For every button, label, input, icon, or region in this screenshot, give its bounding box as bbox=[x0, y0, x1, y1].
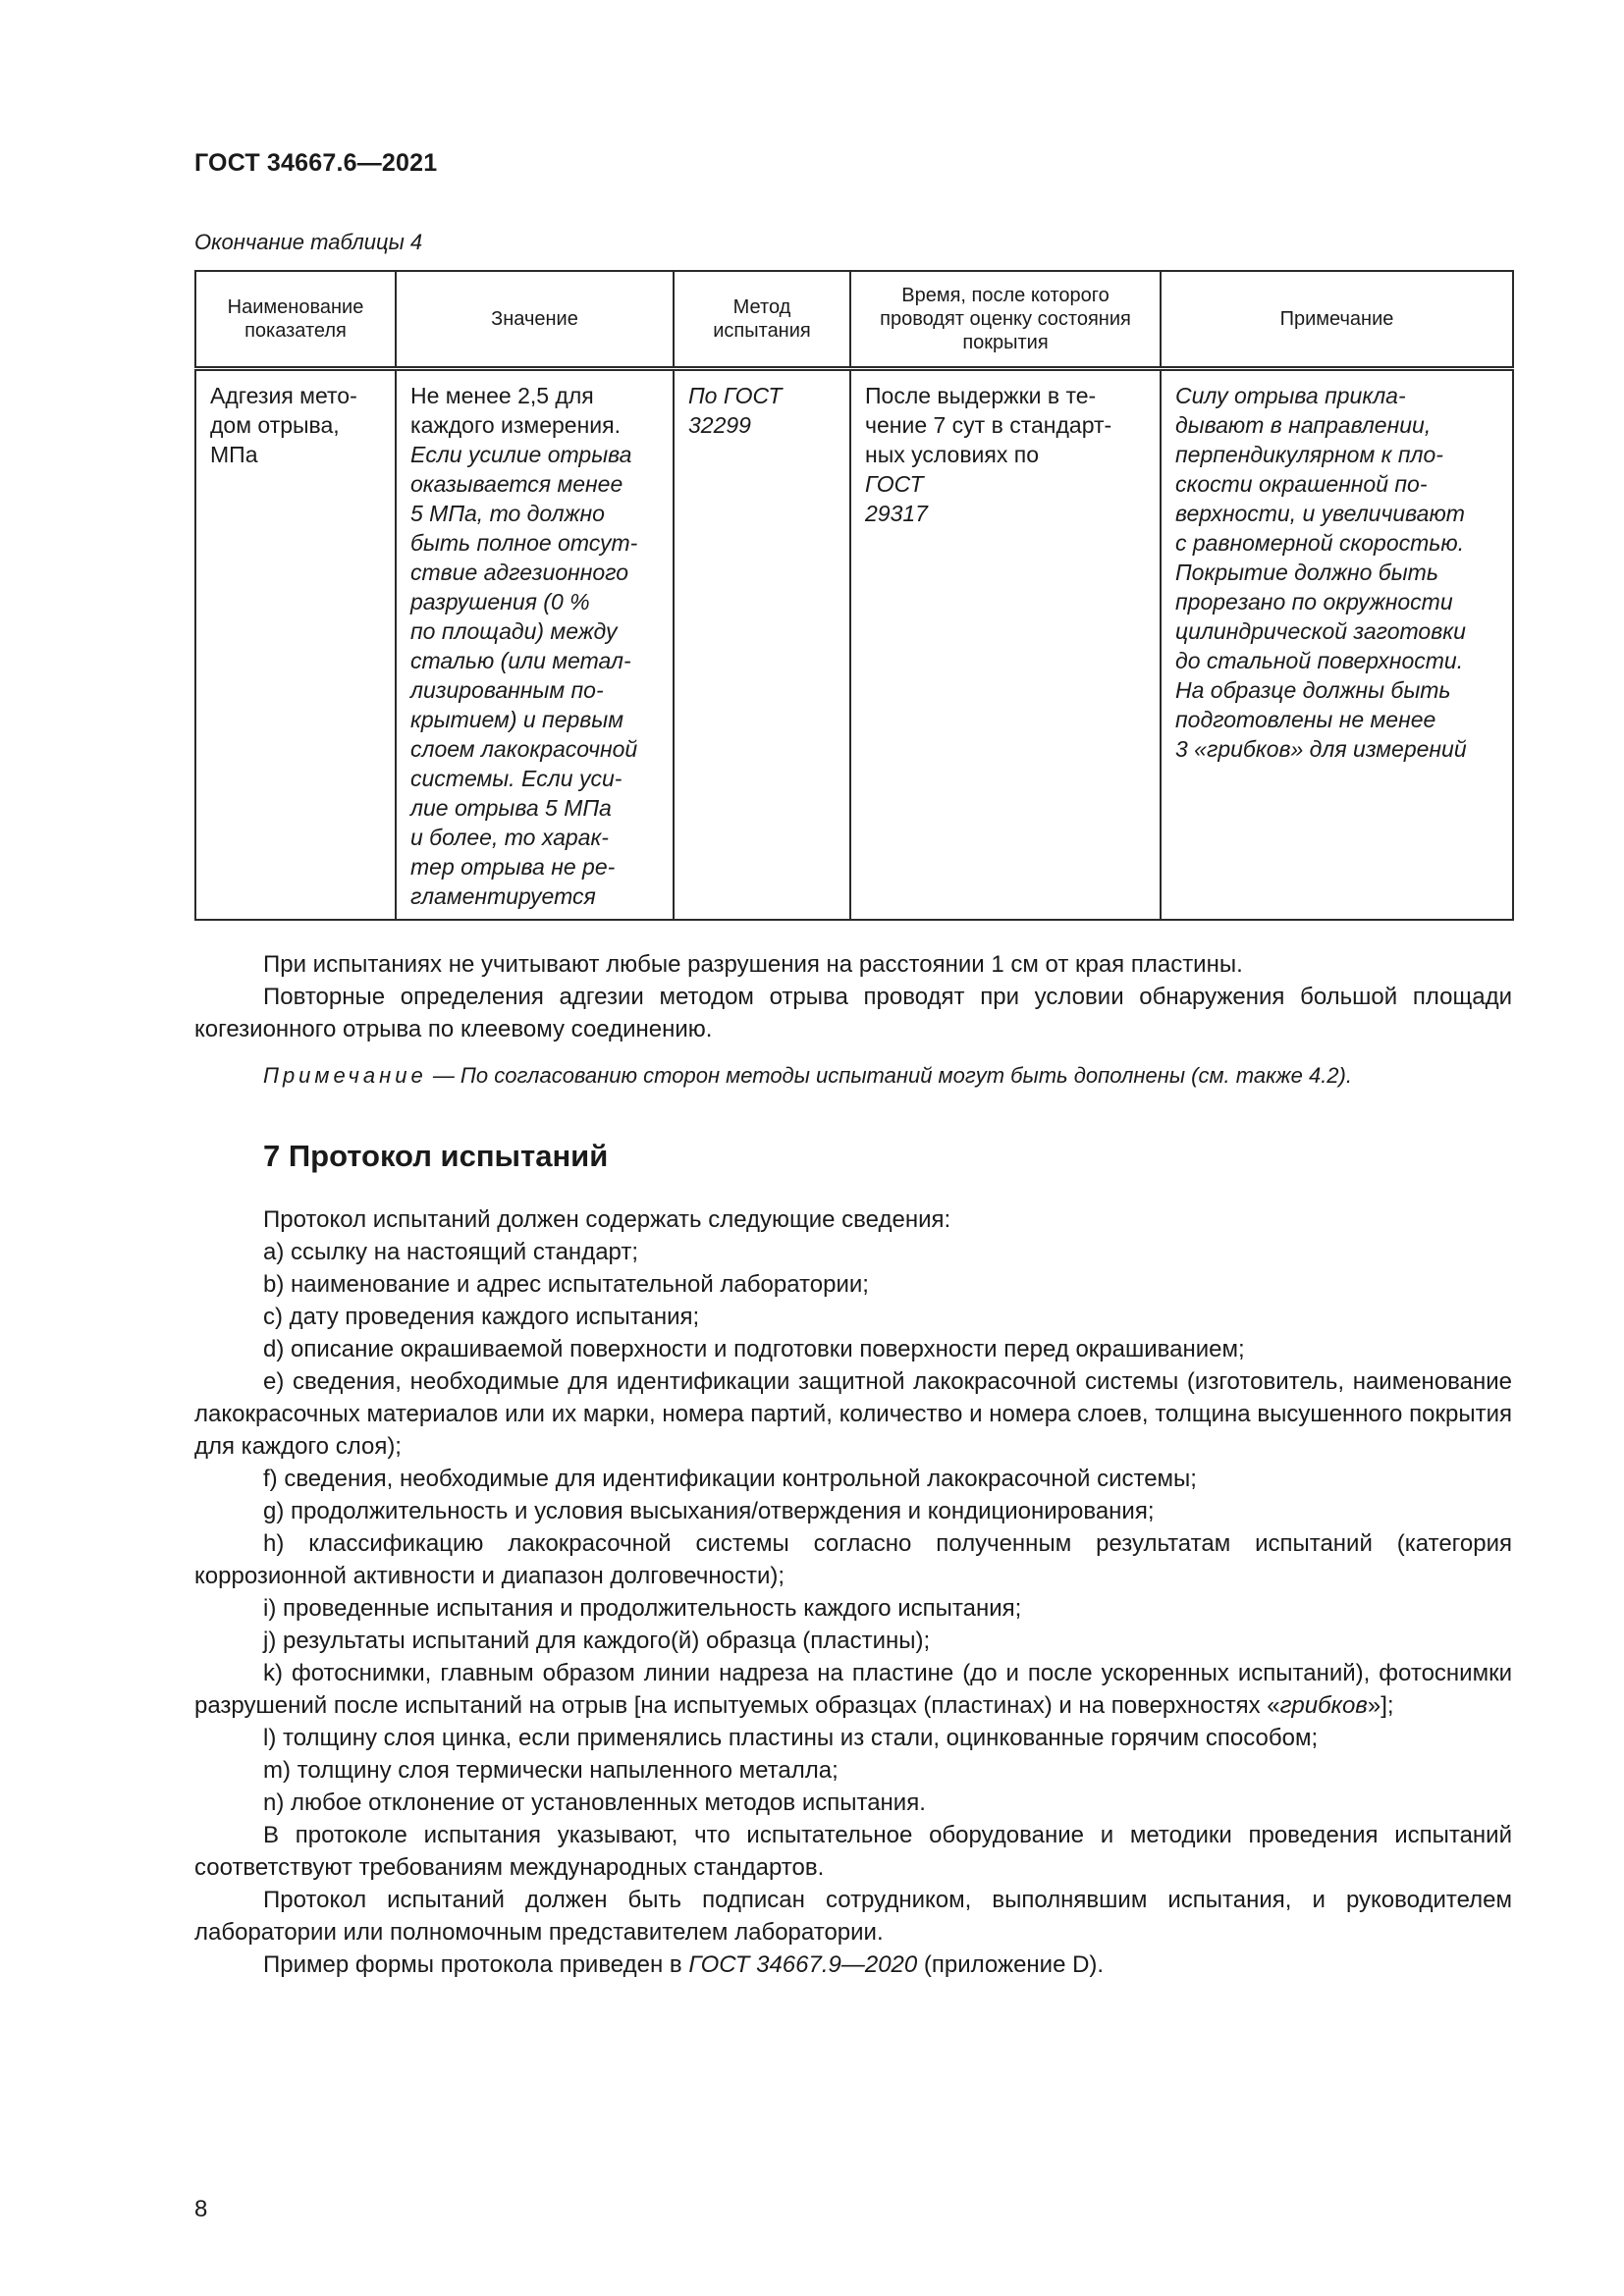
cell-line: лизированным по- bbox=[410, 677, 604, 703]
table-note bbox=[194, 1059, 1512, 1092]
list-item: i) проведенные испытания и продолжительность каждого испытания; bbox=[263, 1595, 1022, 1622]
cell-line: быть полное отсут- bbox=[410, 530, 638, 556]
cell-line: системы. Если уси- bbox=[410, 766, 623, 791]
cell-line: ствие адгезионного bbox=[410, 560, 629, 585]
list-item-text: »]; bbox=[1367, 1692, 1394, 1719]
standard-reference: ГОСТ bbox=[865, 471, 924, 497]
column-header: Примечание bbox=[1161, 271, 1513, 369]
cell-line: МПа bbox=[210, 442, 258, 467]
cell-line: дывают в направлении, bbox=[1175, 412, 1432, 438]
paragraph: Протокол испытаний должен содержать следующие сведения: bbox=[263, 1206, 951, 1233]
list-item: c) дату проведения каждого испытания; bbox=[263, 1304, 700, 1330]
column-header: Время, после которого проводят оценку состояния покрытия bbox=[850, 271, 1161, 369]
cell-line: верхности, и увеличивают bbox=[1175, 501, 1465, 526]
list-item-emphasis: грибков bbox=[1279, 1692, 1368, 1719]
list-item: g) продолжительность и условия высыхания/отверждения и кондиционирования; bbox=[263, 1498, 1155, 1524]
note-text: — По согласованию сторон методы испытаний могут быть дополнены (см. также 4.2). bbox=[426, 1063, 1352, 1088]
list-item: f) сведения, необходимые для идентификации контрольной лакокрасочной системы; bbox=[263, 1466, 1197, 1492]
cell-line: разрушения (0 % bbox=[410, 589, 590, 614]
cell-line: прорезано по окружности bbox=[1175, 589, 1453, 614]
cell-line: По ГОСТ bbox=[688, 383, 783, 408]
cell-line: слоем лакокрасочной bbox=[410, 736, 638, 762]
cell-indicator-name bbox=[195, 369, 396, 921]
document-header: ГОСТ 34667.6—2021 bbox=[194, 149, 438, 177]
column-header: Значение bbox=[396, 271, 674, 369]
note-label: Примечание bbox=[263, 1063, 427, 1088]
cell-line: сталью (или метал- bbox=[410, 648, 631, 673]
after-table-text bbox=[194, 948, 1512, 1113]
list-item: n) любое отклонение от установленных методов испытания. bbox=[263, 1789, 926, 1816]
cell-line: Не менее 2,5 для bbox=[410, 383, 594, 408]
cell-line: цилиндрической заготовки bbox=[1175, 618, 1466, 644]
cell-line: После выдержки в те- bbox=[865, 383, 1097, 408]
cell-line: гламентируется bbox=[410, 883, 596, 909]
column-header: Метод испытания bbox=[674, 271, 850, 369]
paragraph: Повторные определения адгезии методом отрыва проводят при условии обнаружения большой площади когезионного отрыва по клеевому соединению. bbox=[194, 984, 1512, 1042]
cell-line: 3 «грибков» для измерений bbox=[1175, 736, 1467, 762]
table-caption: Окончание таблицы 4 bbox=[194, 230, 423, 254]
cell-line: Если усилие отрыва bbox=[410, 442, 632, 467]
list-item: a) ссылку на настоящий стандарт; bbox=[263, 1239, 639, 1265]
cell-line: дом отрыва, bbox=[210, 412, 340, 438]
cell-line: и более, то харак- bbox=[410, 825, 609, 850]
list-item: m) толщину слоя термически напыленного металла; bbox=[263, 1757, 839, 1784]
cell-line: Адгезия мето- bbox=[210, 383, 357, 408]
list-item-text: k) фотоснимки, главным образом линии надреза на пластине (до и после ускоренных испытаний), фотоснимки разрушений после испытаний на отрыв [на испытуемых образцах (пластинах) и на поверхностях « bbox=[194, 1660, 1512, 1719]
list-item: l) толщину слоя цинка, если применялись пластины из стали, оцинкованные горячим способом; bbox=[263, 1725, 1319, 1751]
section-heading: 7 Протокол испытаний bbox=[263, 1139, 609, 1173]
cell-line: крытием) и первым bbox=[410, 707, 623, 732]
cell-line: с равномерной скоростью. bbox=[1175, 530, 1465, 556]
cell-line bbox=[865, 440, 1146, 499]
cell-method bbox=[674, 369, 850, 921]
cell-line: чение 7 сут в стандарт- bbox=[865, 412, 1112, 438]
list-item: e) сведения, необходимые для идентификации защитной лакокрасочной системы (изготовитель, наименование лакокрасочных материалов или их марки, номера партий, количество и номера слоев, толщина высушенного покрытия для каждого слоя); bbox=[194, 1368, 1512, 1460]
list-item: j) результаты испытаний для каждого(й) образца (пластины); bbox=[263, 1628, 931, 1654]
cell-line: скости окрашенной по- bbox=[1175, 471, 1428, 497]
cell-time bbox=[850, 369, 1161, 921]
cell-line: до стальной поверхности. bbox=[1175, 648, 1464, 673]
cell-line: лие отрыва 5 МПа bbox=[410, 795, 612, 821]
cell-note bbox=[1161, 369, 1513, 921]
cell-line: подготовлены не менее bbox=[1175, 707, 1436, 732]
page-number: 8 bbox=[194, 2196, 208, 2222]
table-4 bbox=[194, 270, 1514, 921]
cell-value bbox=[396, 369, 674, 921]
cell-line: по площади) между bbox=[410, 618, 618, 644]
cell-line: Покрытие должно быть bbox=[1175, 560, 1438, 585]
cell-line: каждого измерения. bbox=[410, 412, 621, 438]
table-header-row bbox=[195, 271, 1513, 369]
cell-line: На образце должны быть bbox=[1175, 677, 1451, 703]
cell-line: перпендикулярном к пло- bbox=[1175, 442, 1443, 467]
paragraph bbox=[194, 1949, 1512, 1981]
standard-reference: ГОСТ 34667.9—2020 bbox=[688, 1951, 918, 1978]
cell-line: тер отрыва не ре- bbox=[410, 854, 616, 880]
paragraph: Протокол испытаний должен быть подписан сотрудником, выполнявшим испытания, и руководителем лаборатории или полномочным представителем лаборатории. bbox=[194, 1887, 1512, 1946]
cell-line: Силу отрыва прикла- bbox=[1175, 383, 1406, 408]
paragraph: В протоколе испытания указывают, что испытательное оборудование и методики проведения испытаний соответствуют требованиям международных стандартов. bbox=[194, 1822, 1512, 1881]
table-row bbox=[195, 369, 1513, 921]
cell-text: ных условиях по bbox=[865, 442, 1039, 467]
cell-line: 32299 bbox=[688, 412, 751, 438]
cell-line: оказывается менее bbox=[410, 471, 623, 497]
list-item: b) наименование и адрес испытательной лаборатории; bbox=[263, 1271, 869, 1298]
paragraph-text: Пример формы протокола приведен в bbox=[263, 1951, 689, 1978]
column-header: Наименование показателя bbox=[195, 271, 396, 369]
list-item: h) классификацию лакокрасочной системы согласно полученным результатам испытаний (категория коррозионной активности и диапазон долговечности); bbox=[194, 1530, 1512, 1589]
paragraph-text: (приложение D). bbox=[917, 1951, 1105, 1978]
list-item: d) описание окрашиваемой поверхности и подготовки поверхности перед окрашиванием; bbox=[263, 1336, 1245, 1362]
standard-reference: 29317 bbox=[865, 501, 928, 526]
paragraph: При испытаниях не учитывают любые разрушения на расстоянии 1 см от края пластины. bbox=[263, 951, 1243, 978]
section-7-body bbox=[194, 1203, 1512, 1981]
cell-line: 5 МПа, то должно bbox=[410, 501, 605, 526]
list-item bbox=[194, 1657, 1512, 1722]
